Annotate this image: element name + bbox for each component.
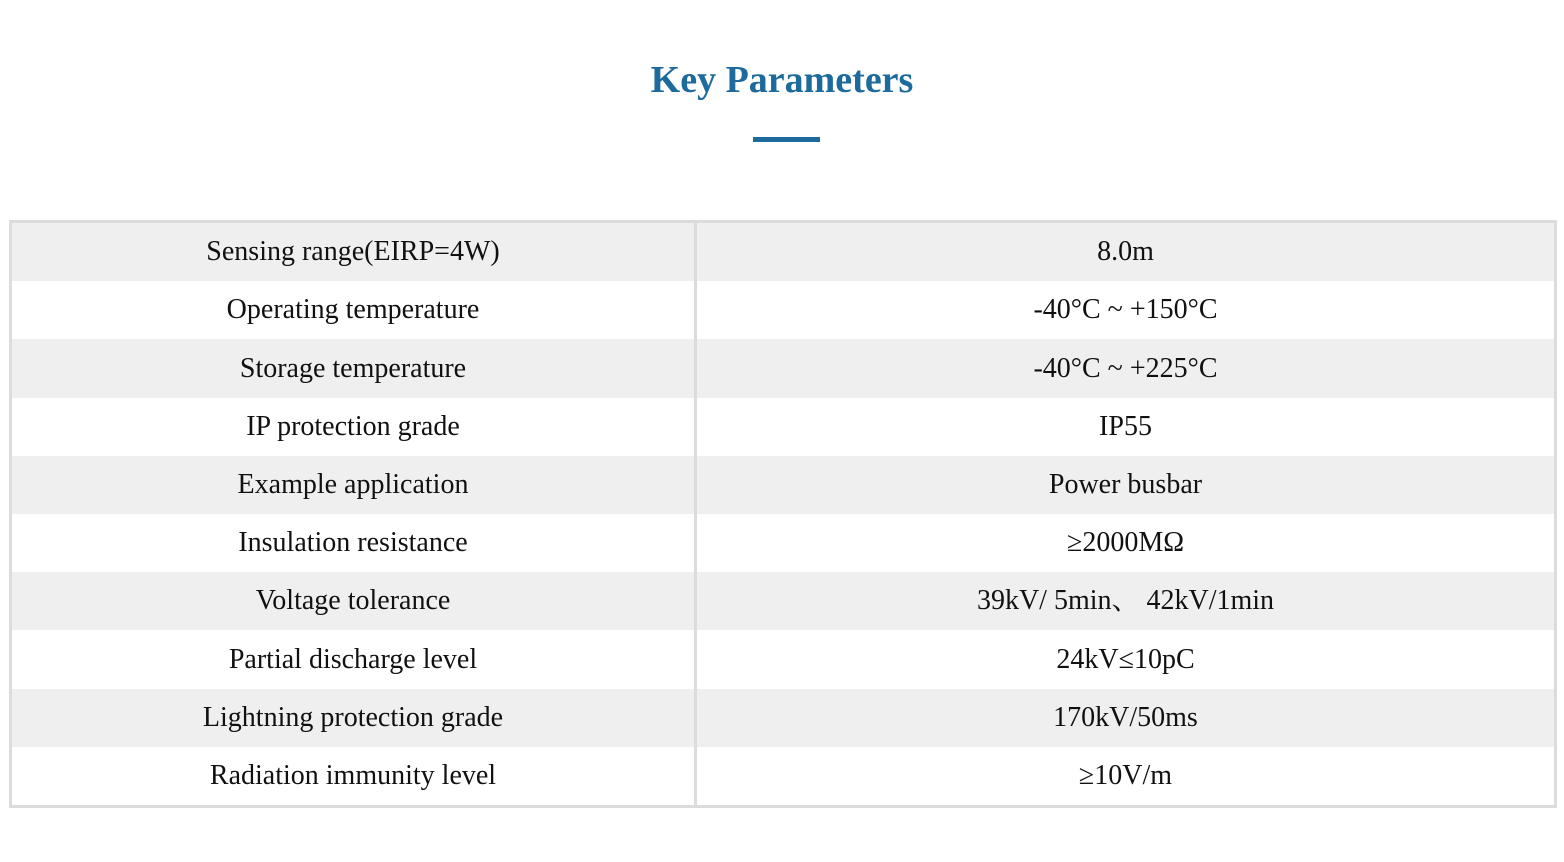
- title-underline: [753, 137, 820, 142]
- parameter-value: Power busbar: [1048, 468, 1203, 500]
- parameter-name: IP protection grade: [12, 398, 697, 456]
- table-row: [12, 514, 1554, 572]
- table-row: [12, 339, 1554, 397]
- parameter-name: Radiation immunity level: [12, 747, 697, 805]
- parameter-name: Partial discharge level: [12, 630, 697, 688]
- table-row: [12, 223, 1554, 281]
- parameter-name: Example application: [12, 456, 697, 514]
- table-row: [12, 747, 1554, 805]
- parameter-value: -40°C ~ +225°C: [1033, 352, 1218, 384]
- parameter-value: ≥2000MΩ: [1066, 527, 1185, 559]
- table-row: [12, 398, 1554, 456]
- parameter-name: Insulation resistance: [12, 514, 697, 572]
- page-title: Key Parameters: [650, 59, 914, 101]
- parameter-value: -40°C ~ +150°C: [1033, 294, 1218, 326]
- parameter-value: 39kV/ 5min、 42kV/1min: [976, 585, 1275, 617]
- parameter-value: 24kV≤10pC: [1056, 643, 1195, 675]
- parameters-table: [9, 220, 1557, 808]
- parameter-value: IP55: [1099, 410, 1152, 442]
- parameter-name: Operating temperature: [12, 281, 697, 339]
- table-row: [12, 456, 1554, 514]
- table-row: [12, 281, 1554, 339]
- table-row: [12, 689, 1554, 747]
- parameter-value: 170kV/50ms: [1053, 701, 1198, 733]
- table-row: [12, 630, 1554, 688]
- parameter-name: Lightning protection grade: [12, 689, 697, 747]
- parameter-name: Storage temperature: [12, 339, 697, 397]
- table-row: [12, 572, 1554, 630]
- parameter-name: Voltage tolerance: [12, 572, 697, 630]
- parameter-name: Sensing range(EIRP=4W): [12, 223, 697, 281]
- parameter-value: 8.0m: [1097, 236, 1154, 268]
- parameter-value: ≥10V/m: [1078, 759, 1173, 791]
